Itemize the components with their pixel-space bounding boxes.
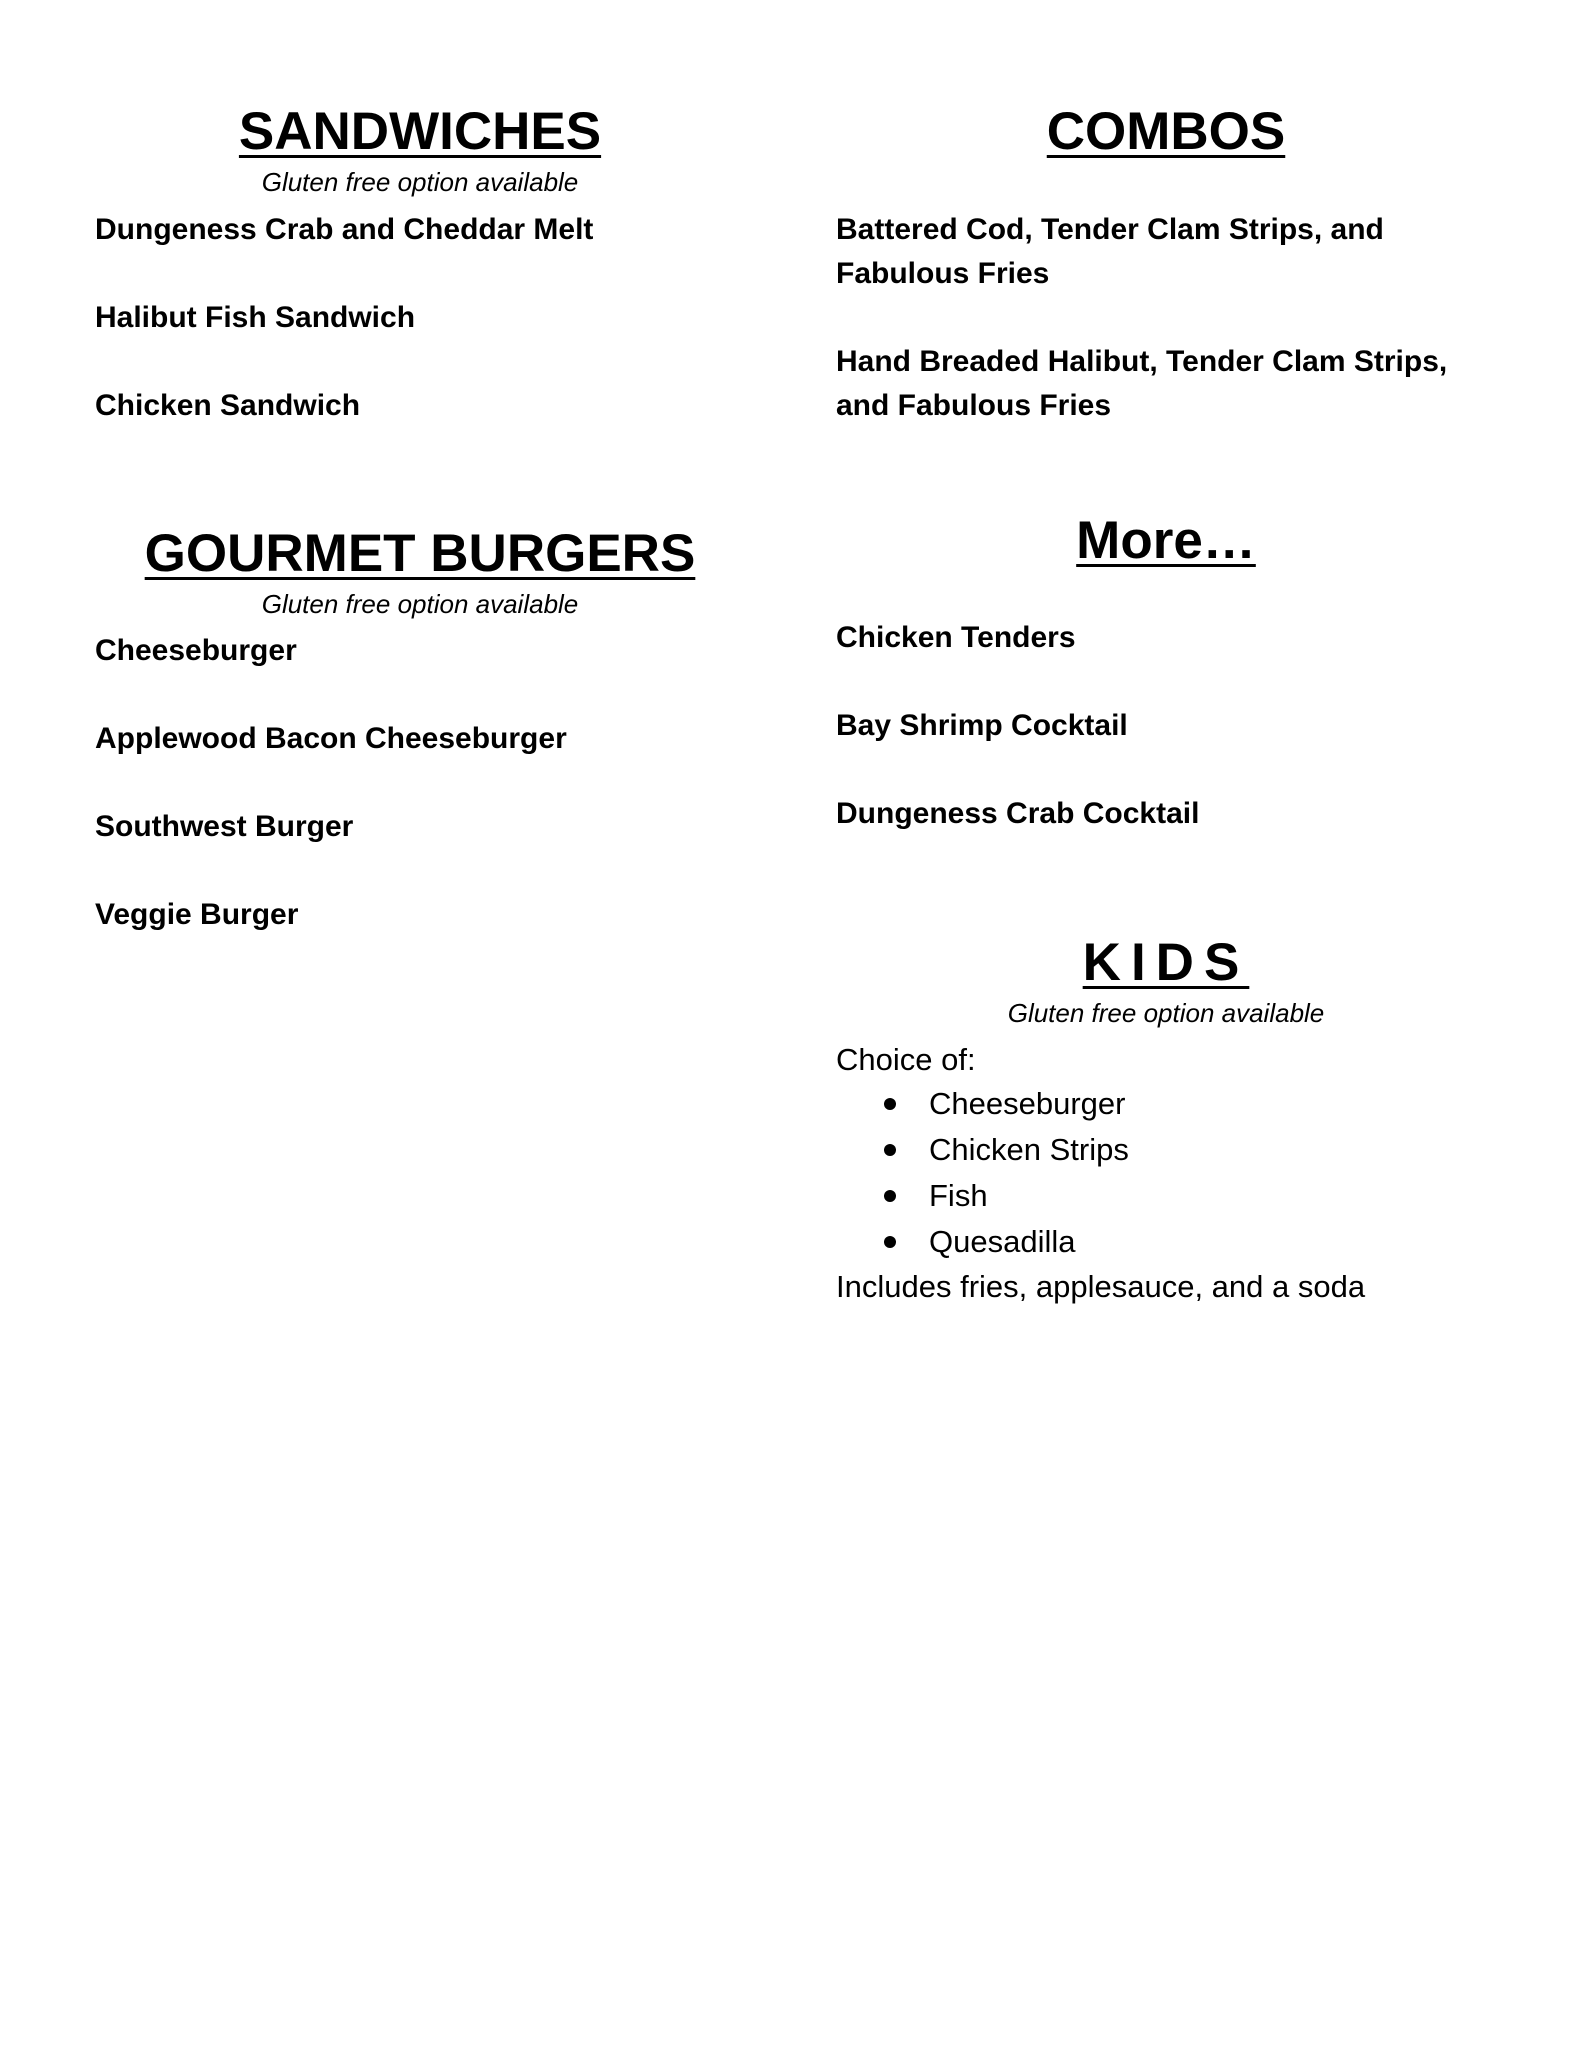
kids-choice-list [836, 1081, 1129, 1265]
burger-item: Applewood Bacon Cheeseburger [95, 722, 567, 755]
kids-choice-item [836, 1173, 1129, 1219]
more-item: Bay Shrimp Cocktail [836, 709, 1128, 742]
more-item: Chicken Tenders [836, 621, 1076, 654]
bullet-icon [884, 1190, 896, 1202]
sandwich-item: Dungeness Crab and Cheddar Melt [95, 213, 594, 246]
kids-choice-label: Fish [929, 1178, 988, 1213]
burger-item: Southwest Burger [95, 810, 354, 843]
sandwich-item: Chicken Sandwich [95, 389, 361, 422]
kids-choice-label: Quesadilla [929, 1224, 1076, 1259]
kids-choice-item [836, 1127, 1129, 1173]
kids-choice-item [836, 1081, 1129, 1127]
bullet-icon [884, 1236, 896, 1248]
more-heading: More… [1076, 511, 1256, 570]
burgers-heading: GOURMET BURGERS [144, 524, 696, 583]
kids-footer: Includes fries, applesauce, and a soda [836, 1269, 1366, 1304]
combos-heading: COMBOS [1046, 102, 1286, 161]
burgers-gluten-note: Gluten free option available [261, 589, 579, 619]
sandwich-item: Halibut Fish Sandwich [95, 301, 416, 334]
more-section [836, 511, 1496, 570]
kids-section [836, 933, 1496, 1028]
more-item: Dungeness Crab Cocktail [836, 797, 1200, 830]
kids-heading: KIDS [1082, 933, 1250, 992]
combos-section [836, 102, 1496, 161]
kids-choice-label: Cheeseburger [929, 1086, 1126, 1121]
sandwiches-heading: SANDWICHES [238, 102, 602, 161]
combo-item: Battered Cod, Tender Clam Strips, and Fabulous Fries [836, 213, 1384, 290]
burger-item: Cheeseburger [95, 634, 297, 667]
kids-choice-item [836, 1219, 1129, 1265]
kids-intro: Choice of: [836, 1042, 976, 1077]
bullet-icon [884, 1098, 896, 1110]
sandwiches-gluten-note: Gluten free option available [261, 167, 579, 197]
bullet-icon [884, 1144, 896, 1156]
kids-choice-label: Chicken Strips [929, 1132, 1129, 1167]
kids-gluten-note: Gluten free option available [1007, 998, 1325, 1028]
combo-item: Hand Breaded Halibut, Tender Clam Strips, and Fabulous Fries [836, 345, 1448, 422]
burger-item: Veggie Burger [95, 898, 299, 931]
sandwiches-section [95, 102, 745, 197]
burgers-section [95, 524, 745, 619]
